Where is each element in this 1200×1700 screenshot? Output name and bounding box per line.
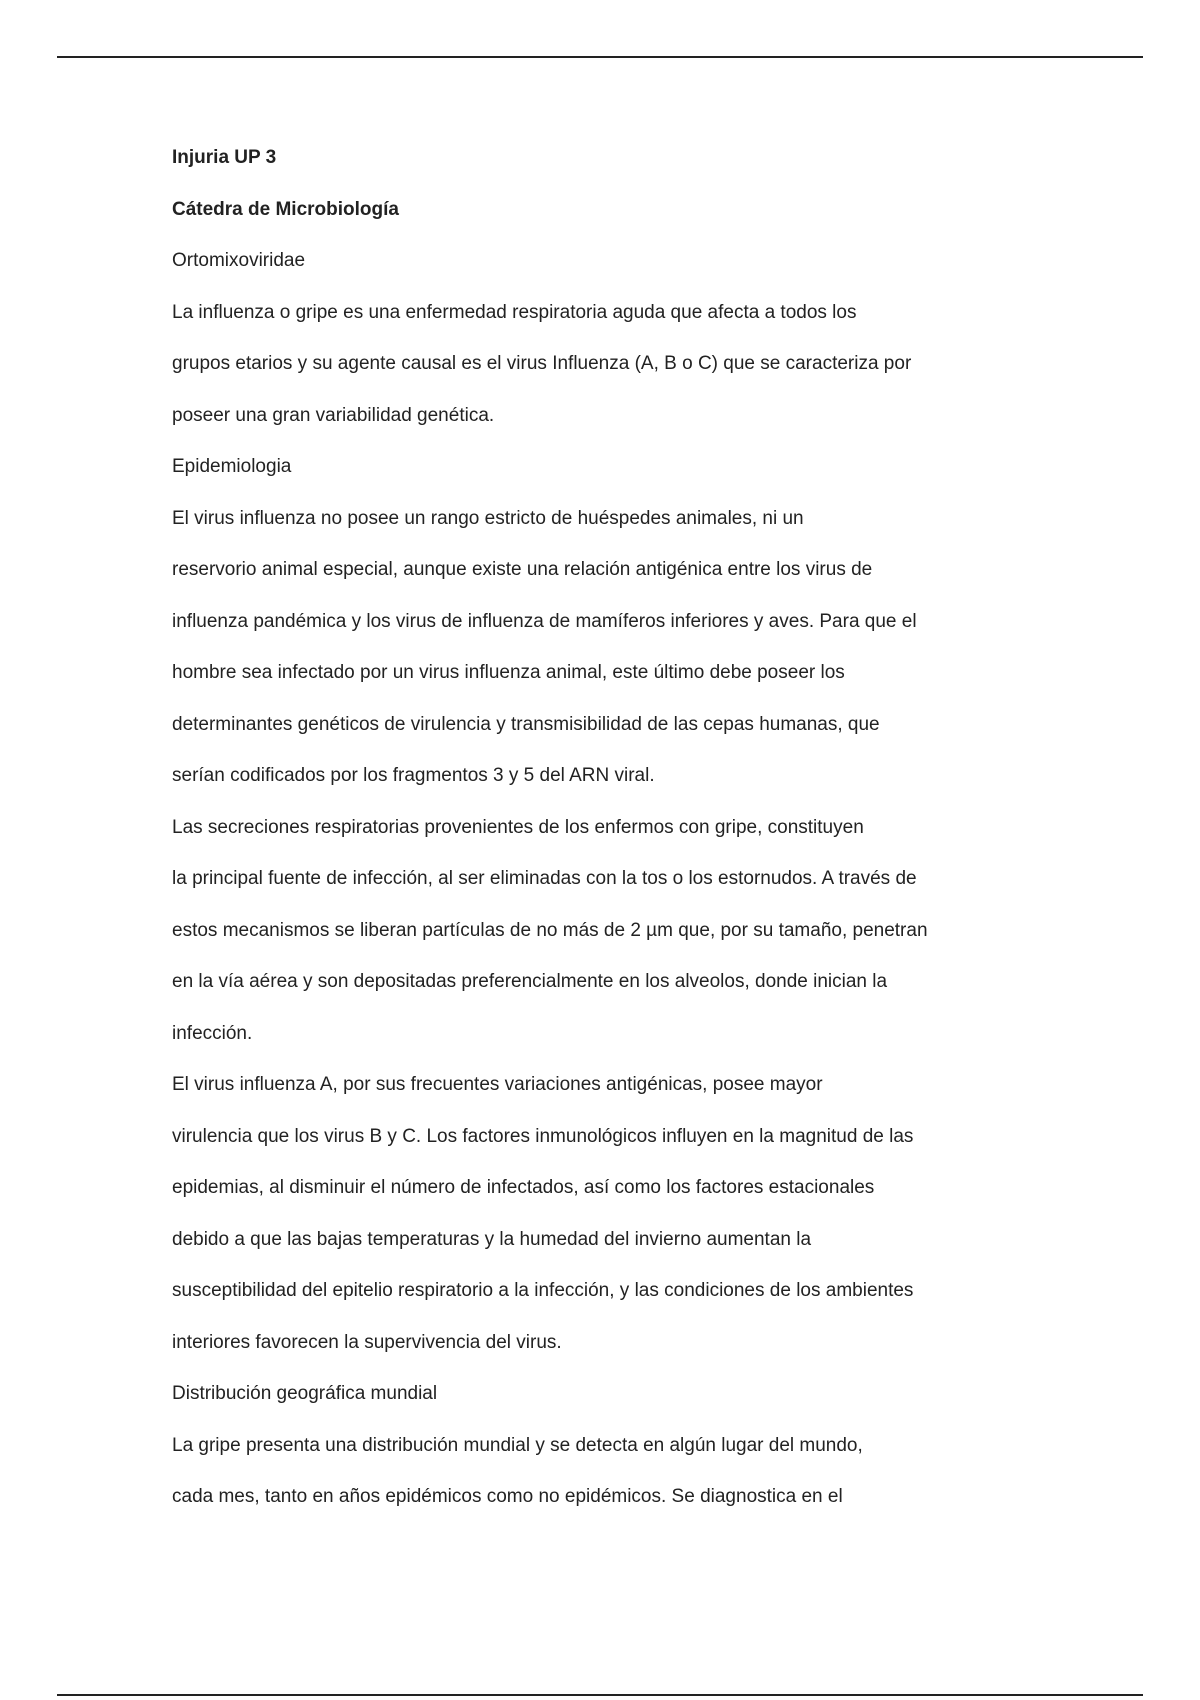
- text-line: interiores favorecen la supervivencia del virus.: [172, 1331, 562, 1353]
- document-title: Injuria UP 3: [172, 147, 277, 168]
- page-bottom-rule: [57, 1694, 1143, 1696]
- text-line: grupos etarios y su agente causal es el virus Influenza (A, B o C) que se caracteriza por: [172, 353, 912, 374]
- text-line: cada mes, tanto en años epidémicos como no epidémicos. Se diagnostica en el: [172, 1486, 843, 1507]
- text-line: infección.: [172, 1022, 253, 1044]
- text-line: serían codificados por los fragmentos 3 y 5 del ARN viral.: [172, 765, 655, 786]
- text-line: Las secreciones respiratorias provenientes de los enfermos con gripe, constituyen: [172, 816, 864, 838]
- text-line: estos mecanismos se liberan partículas de no más de 2 µm que, por su tamaño, penetran: [172, 919, 928, 941]
- text-line: El virus influenza no posee un rango estricto de huéspedes animales, ni un: [172, 507, 804, 529]
- document-subtitle: Cátedra de Microbiología: [172, 198, 399, 220]
- text-line: poseer una gran variabilidad genética.: [172, 404, 495, 426]
- text-line: virulencia que los virus B y C. Los factores inmunológicos influyen en la magnitud de las: [172, 1125, 914, 1147]
- document-body: [172, 138, 1032, 1529]
- section-heading-epidemiologia: Epidemiologia: [172, 456, 292, 477]
- page-top-rule: [57, 56, 1143, 58]
- text-line: determinantes genéticos de virulencia y transmisibilidad de las cepas humanas, que: [172, 713, 880, 735]
- text-line: la principal fuente de infección, al ser eliminadas con la tos o los estornudos. A través de: [172, 868, 917, 889]
- text-line: influenza pandémica y los virus de influenza de mamíferos inferiores y aves. Para que el: [172, 610, 917, 632]
- section-heading-ortomixoviridae: Ortomixoviridae: [172, 250, 306, 271]
- text-line: epidemias, al disminuir el número de infectados, así como los factores estacionales: [172, 1177, 875, 1198]
- section-heading-distribucion: Distribución geográfica mundial: [172, 1383, 438, 1404]
- text-line: susceptibilidad del epitelio respiratorio a la infección, y las condiciones de los ambientes: [172, 1280, 914, 1301]
- text-line: debido a que las bajas temperaturas y la humedad del invierno aumentan la: [172, 1228, 812, 1250]
- text-line: reservorio animal especial, aunque existe una relación antigénica entre los virus de: [172, 559, 873, 580]
- text-line: hombre sea infectado por un virus influenza animal, este último debe poseer los: [172, 662, 845, 683]
- text-line: La gripe presenta una distribución mundial y se detecta en algún lugar del mundo,: [172, 1434, 863, 1456]
- text-line: El virus influenza A, por sus frecuentes variaciones antigénicas, posee mayor: [172, 1074, 823, 1095]
- text-line: en la vía aérea y son depositadas preferencialmente en los alveolos, donde inician la: [172, 971, 888, 992]
- text-line: La influenza o gripe es una enfermedad respiratoria aguda que afecta a todos los: [172, 301, 857, 323]
